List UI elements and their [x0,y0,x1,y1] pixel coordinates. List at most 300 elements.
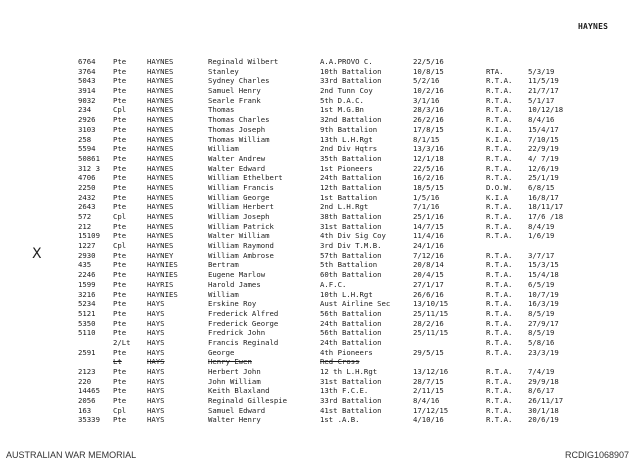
cell-rank: Pte [113,308,127,318]
cell-service-number: 4706 [78,173,96,183]
cell-service-number: 5234 [78,299,96,309]
cell-enlistment-date: 28/3/16 [413,105,444,115]
cell-surname: HAYNES [147,86,174,96]
cell-given-names: Erskine Roy [208,299,257,309]
cell-surname: HAYS [147,318,165,328]
cell-unit: 9th Battalion [320,124,378,134]
cell-given-names: Sydney Charles [208,76,270,86]
cell-given-names: Thomas William [208,134,270,144]
cell-surname: HAYS [147,308,165,318]
cell-enlistment-date: 22/5/16 [413,163,444,173]
cell-service-number: 2250 [78,182,96,192]
cell-fate: R.T.A. [486,376,513,386]
cell-fate: R.T.A. [486,260,513,270]
cell-surname: HAYNES [147,95,174,105]
cell-given-names: Stanley [208,66,239,76]
cell-enlistment-date: 13/3/16 [413,144,444,154]
cell-enlistment-date: 29/5/15 [413,347,444,357]
cell-fate-date: 17/6 /18 [528,212,564,221]
cell-rank: Pte [113,231,127,241]
cell-given-names: William Ethelbert [208,173,283,183]
cell-rank: Pte [113,318,127,328]
cell-enlistment-date: 16/2/16 [413,173,444,183]
cell-rank: Pte [113,182,127,192]
cell-service-number: 2926 [78,115,96,125]
cell-service-number: 3103 [78,124,96,134]
cell-unit: 5th Battalion [320,260,378,270]
cell-given-names: Bertram [208,260,239,270]
cell-surname: HAYS [147,337,165,347]
cell-fate: R.T.A. [486,299,513,309]
cell-unit: 24th Battalion [320,318,382,328]
table-row [0,125,640,135]
cell-rank: Pte [113,250,127,260]
cell-unit: A.F.C. [320,279,347,289]
cell-service-number: 3216 [78,289,96,299]
cell-fate: R.T.A. [486,105,513,115]
cell-rank: Pte [113,260,127,270]
cell-enlistment-date: 25/11/15 [413,328,449,338]
cell-given-names: Samuel Edward [208,405,266,415]
cell-fate: R.T.A. [486,76,513,86]
table-row [0,386,640,396]
cell-given-names: Walter William [208,231,270,241]
table-row [0,396,640,406]
cell-service-number: 2591 [78,347,96,357]
cell-surname: HAYS [147,405,165,415]
cell-unit: 2nd Div Hqtrs [320,144,378,154]
table-row [0,105,640,115]
table-row [0,270,640,280]
cell-fate: K.I.A. [486,124,513,134]
cell-fate-date: 6/5/19 [528,279,555,289]
cell-unit: 24th Battalion [320,173,382,183]
cell-surname: HAYS [147,376,165,386]
cell-surname: HAYS [147,357,165,367]
cell-surname: HAYNES [147,76,174,86]
cell-service-number: 1599 [78,279,96,289]
cell-fate-date: 7/4/19 [528,367,555,376]
cell-service-number: 5110 [78,328,96,338]
cell-fate-date: 15/4/17 [528,124,559,134]
cell-fate: R.T.A. [486,270,513,280]
cell-given-names: Walter Henry [208,415,261,425]
cell-fate-date: 15/4/18 [528,270,559,280]
cell-rank: Pte [113,153,127,163]
table-row [0,290,640,300]
cell-enlistment-date: 7/1/16 [413,202,440,212]
cell-rank: Pte [113,86,127,96]
cell-surname: HAYNES [147,202,174,212]
cell-surname: HAYNIES [147,289,178,299]
table-row [0,319,640,329]
cell-fate-date: 8/4/16 [528,115,555,125]
cell-rank: Pte [113,299,127,309]
cell-fate: R.T.A. [486,318,513,328]
cell-fate-date: 8/4/19 [528,221,555,231]
cell-enlistment-date: 11/4/16 [413,231,444,241]
cell-service-number: 258 [78,134,92,144]
table-row [0,338,640,348]
cell-enlistment-date: 20/8/14 [413,260,444,270]
table-row [0,260,640,270]
cell-service-number: 2123 [78,367,96,376]
cell-enlistment-date: 28/7/15 [413,376,444,386]
cell-service-number: 5121 [78,308,96,318]
cell-enlistment-date: 4/10/16 [413,415,444,425]
cell-given-names: Walter Edward [208,163,266,173]
cell-given-names: Frederick George [208,318,279,328]
cell-surname: HAYS [147,299,165,309]
cell-fate-date: 5/1/17 [528,95,555,105]
cell-fate-date: 30/1/18 [528,405,559,415]
cell-fate-date: 12/6/19 [528,163,559,173]
cell-rank: Pte [113,289,127,299]
cell-rank: Lt [113,357,122,367]
table-row [0,76,640,86]
cell-unit: 2nd Tunn Coy [320,86,373,96]
cell-unit: 32nd Battalion [320,115,382,125]
table-row [0,348,640,358]
cell-given-names: Reginald Gillespie [208,396,288,406]
cell-enlistment-date: 1/5/16 [413,192,440,202]
cell-fate: R.T.A. [486,163,513,173]
cell-enlistment-date: 25/1/16 [413,212,444,221]
cell-fate-date: 4/ 7/19 [528,153,559,163]
cell-service-number: 2246 [78,270,96,280]
cell-rank: Cpl [113,405,127,415]
cell-surname: HAYS [147,396,165,406]
cell-given-names: William Raymond [208,241,274,251]
footer-record-id: RCDIG1068907 [565,450,630,460]
table-row [0,202,640,212]
cell-fate: R.T.A. [486,289,513,299]
cell-given-names: William Joseph [208,212,270,221]
cell-rank: Pte [113,173,127,183]
cell-enlistment-date: 13/10/15 [413,299,449,309]
cell-unit: 1st Pioneers [320,163,373,173]
table-row [0,164,640,174]
cell-surname: HAYNES [147,115,174,125]
cell-fate-date: 5/3/19 [528,66,555,76]
cell-fate-date: 1/6/19 [528,231,555,241]
cell-surname: HAYNES [147,105,174,115]
cell-fate-date: 21/7/17 [528,86,559,96]
footer-institution: AUSTRALIAN WAR MEMORIAL [6,450,137,460]
cell-fate: R.T.A. [486,415,513,425]
cell-surname: HAYNES [147,212,174,221]
cell-unit: 10th Battalion [320,66,382,76]
cell-given-names: Searle Frank [208,95,261,105]
cell-given-names: Keith Blaxland [208,386,270,396]
cell-given-names: Francis Reginald [208,337,279,347]
cell-enlistment-date: 26/6/16 [413,289,444,299]
cell-unit: 12th Battalion [320,182,382,192]
table-row [0,367,640,377]
cell-given-names: Frederick Alfred [208,308,279,318]
table-row [0,57,640,67]
cell-unit: A.A.PROVO C. [320,57,373,66]
cell-fate-date: 18/11/17 [528,202,564,212]
cell-fate: R.T.A. [486,396,513,406]
table-row [0,86,640,96]
cell-given-names: Fredrick John [208,328,266,338]
cell-enlistment-date: 24/1/16 [413,241,444,251]
cell-unit: 31st Battalion [320,221,382,231]
cell-rank: Cpl [113,212,127,221]
cell-fate-date: 6/8/15 [528,182,555,192]
cell-enlistment-date: 18/5/15 [413,182,444,192]
cell-rank: Cpl [113,105,127,115]
cell-surname: HAYNIES [147,270,178,280]
cell-fate: R.T.A. [486,328,513,338]
cell-fate: R.T.A. [486,347,513,357]
table-row [0,309,640,319]
cell-rank: Pte [113,76,127,86]
cell-fate-date: 8/5/19 [528,328,555,338]
table-row [0,231,640,241]
cell-unit: 13th F.C.E. [320,386,369,396]
cell-enlistment-date: 10/8/15 [413,66,444,76]
cell-rank: Pte [113,202,127,212]
cell-unit: 24th Battalion [320,337,382,347]
table-row [0,377,640,387]
cell-unit: 33rd Battalion [320,76,382,86]
table-row [0,212,640,222]
cell-enlistment-date: 2/11/15 [413,386,444,396]
cell-fate-date: 16/8/17 [528,192,559,202]
cell-service-number: 2432 [78,192,96,202]
table-row [0,193,640,203]
cell-surname: HAYNES [147,57,174,66]
cell-given-names: William Francis [208,182,274,192]
cell-fate-date: 5/8/16 [528,337,555,347]
cell-given-names: William Ambrose [208,250,274,260]
cell-fate-date: 10/12/18 [528,105,564,115]
cell-unit: 12 th L.H.Rgt [320,367,378,376]
cell-service-number: 5043 [78,76,96,86]
cell-rank: Pte [113,347,127,357]
cell-fate: K.I.A. [486,134,513,144]
cell-rank: Pte [113,66,127,76]
cell-unit: 5th D.A.C. [320,95,364,105]
cell-given-names: William Patrick [208,221,274,231]
cell-service-number: 572 [78,212,92,221]
cell-enlistment-date: 25/11/15 [413,308,449,318]
cell-service-number: 15109 [78,231,100,241]
nominal-roll-table [0,57,640,425]
table-row [0,241,640,251]
cell-surname: HAYNES [147,134,174,144]
cell-fate-date: 8/6/17 [528,386,555,396]
cell-fate-date: 26/11/17 [528,396,564,406]
cell-fate-date: 10/7/19 [528,289,559,299]
cell-surname: HAYNES [147,221,174,231]
cell-fate-date: 3/7/17 [528,250,555,260]
table-row [0,135,640,145]
cell-rank: Pte [113,57,127,66]
cell-rank: Pte [113,115,127,125]
cell-fate: R.T.A. [486,212,513,221]
cell-enlistment-date: 7/12/16 [413,250,444,260]
cell-fate-date: 25/1/19 [528,173,559,183]
cell-service-number: 234 [78,105,92,115]
cell-enlistment-date: 12/1/18 [413,153,444,163]
cell-unit: 33rd Battalion [320,396,382,406]
cell-unit: 4th Div Sig Coy [320,231,386,241]
cell-service-number: 50861 [78,153,100,163]
cell-rank: 2/Lt [113,337,131,347]
cell-service-number: 5350 [78,318,96,328]
table-row [0,115,640,125]
cell-service-number: 6764 [78,57,96,66]
cell-surname: HAYS [147,367,165,376]
cell-surname: HAYNES [147,163,174,173]
cell-rank: Pte [113,270,127,280]
cell-surname: HAYS [147,386,165,396]
cell-fate: R.T.A. [486,386,513,396]
table-row [0,96,640,106]
cell-surname: HAYNES [147,231,174,241]
cell-unit: 35th Battalion [320,153,382,163]
cell-surname: HAYNES [147,173,174,183]
cell-surname: HAYNES [147,241,174,251]
table-row [0,173,640,183]
cell-rank: Pte [113,134,127,144]
cell-unit: 38th Battalion [320,212,382,221]
cell-rank: Pte [113,367,127,376]
cell-unit: 1st .A.B. [320,415,360,425]
cell-enlistment-date: 27/1/17 [413,279,444,289]
cell-given-names: William [208,289,239,299]
cell-rank: Pte [113,328,127,338]
cell-fate-date: 11/5/19 [528,76,559,86]
cell-service-number: 163 [78,405,92,415]
cell-surname: HAYS [147,328,165,338]
cell-given-names: Harold James [208,279,261,289]
cell-given-names: Thomas [208,105,235,115]
cell-rank: Pte [113,95,127,105]
cell-unit: 10th L.H.Rgt [320,289,373,299]
cell-surname: HAYNES [147,192,174,202]
cell-enlistment-date: 17/8/15 [413,124,444,134]
cell-fate: R.T.A. [486,115,513,125]
cell-surname: HAYNES [147,144,174,154]
cell-given-names: William Herbert [208,202,274,212]
cell-rank: Pte [113,163,127,173]
cell-given-names: Herbert John [208,367,261,376]
cell-unit: 1st M.G.Bn [320,105,364,115]
cell-enlistment-date: 8/4/16 [413,396,440,406]
cell-surname: HAYNES [147,124,174,134]
cell-given-names: Walter Andrew [208,153,266,163]
cell-fate: R.T.A. [486,250,513,260]
cell-surname: HAYNEY [147,250,174,260]
cell-fate: R.T.A. [486,221,513,231]
cell-enlistment-date: 17/12/15 [413,405,449,415]
cell-fate: R.T.A. [486,308,513,318]
page-header-surname: HAYNES [578,22,609,31]
cell-rank: Pte [113,124,127,134]
cell-fate-date: 16/3/19 [528,299,559,309]
cell-given-names: Samuel Henry [208,86,261,96]
cell-fate: R.T.A. [486,86,513,96]
cell-service-number: 220 [78,376,92,386]
table-row [0,144,640,154]
cell-enlistment-date: 8/1/15 [413,134,440,144]
table-row [0,406,640,416]
cell-enlistment-date: 22/5/16 [413,57,444,66]
cell-unit: 3rd Div T.M.B. [320,241,382,251]
cell-enlistment-date: 13/12/16 [413,367,449,376]
cell-service-number: 1227 [78,241,96,251]
cell-service-number: 2056 [78,396,96,406]
cell-fate: R.T.A. [486,337,513,347]
table-row [0,280,640,290]
cell-rank: Pte [113,144,127,154]
cell-given-names: Reginald Wilbert [208,57,279,66]
cell-enlistment-date: 28/2/16 [413,318,444,328]
margin-x-mark: X [32,246,42,262]
cell-enlistment-date: 5/2/16 [413,76,440,86]
cell-unit: 56th Battalion [320,328,382,338]
cell-given-names: Thomas Charles [208,115,270,125]
table-row [0,183,640,193]
cell-enlistment-date: 3/1/16 [413,95,440,105]
cell-fate-date: 20/6/19 [528,415,559,425]
cell-unit: Aust Airline Sec [320,299,391,309]
cell-service-number: 2930 [78,250,96,260]
cell-service-number: 5594 [78,144,96,154]
cell-fate: K.I.A [486,192,508,202]
cell-fate: R.T.A. [486,405,513,415]
cell-rank: Cpl [113,241,127,251]
cell-surname: HAYS [147,347,165,357]
cell-enlistment-date: 10/2/16 [413,86,444,96]
cell-unit: 1st Battalion [320,192,378,202]
cell-rank: Pte [113,415,127,425]
cell-unit: Red Cross [320,357,360,367]
cell-fate: D.O.W. [486,182,513,192]
cell-given-names: George [208,347,235,357]
table-row [0,251,640,261]
cell-fate-date: 27/9/17 [528,318,559,328]
cell-fate-date: 29/9/18 [528,376,559,386]
cell-fate: R.T.A. [486,144,513,154]
cell-rank: Pte [113,386,127,396]
cell-fate: R.T.A. [486,173,513,183]
table-row [0,154,640,164]
cell-fate-date: 15/3/15 [528,260,559,270]
cell-fate: R.T.A. [486,202,513,212]
cell-enlistment-date: 14/7/15 [413,221,444,231]
cell-service-number: 3914 [78,86,96,96]
cell-fate: RTA. [486,66,504,76]
cell-given-names: William [208,144,239,154]
table-row [0,222,640,232]
cell-given-names: Henry Ewen [208,357,252,367]
table-row [0,67,640,77]
cell-given-names: William George [208,192,270,202]
cell-fate-date: 7/10/15 [528,134,559,144]
cell-service-number: 435 [78,260,92,270]
cell-given-names: John William [208,376,261,386]
cell-service-number: 9032 [78,95,96,105]
cell-service-number: 14465 [78,386,100,396]
cell-rank: Pte [113,396,127,406]
table-row [0,415,640,425]
cell-fate: R.T.A. [486,231,513,241]
